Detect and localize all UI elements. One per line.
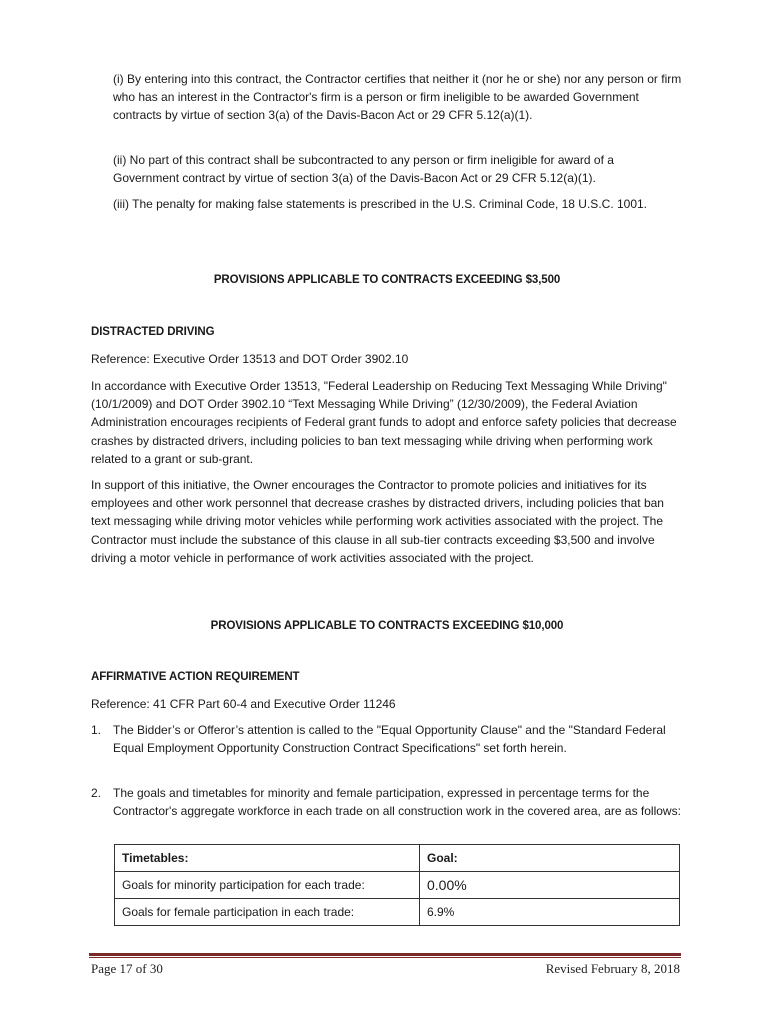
goals-table bbox=[114, 844, 680, 926]
page-number: Page 17 of 30 bbox=[91, 961, 163, 976]
distracted-driving-para-1: In accordance with Executive Order 13513, "Federal Leadership on Reducing Text Messaging While Driving" (10/1/2009) and DOT Order 3902.10 “Text Messaging While Driving” (12/30/2009), the Federal Aviation Administration encourages recipients of Federal grant funds to adopt and enforce safety policies that decrease crashes by distracted drivers, including policies to ban text messaging while driving when performing work related to a grant or sub-grant. bbox=[91, 379, 677, 466]
table-cell-label: Goals for female participation in each trade: bbox=[115, 899, 420, 926]
table-row bbox=[115, 872, 680, 899]
certification-para-iii: (iii) The penalty for making false statements is prescribed in the U.S. Criminal Code, 18 U.S.C. 1001. bbox=[113, 197, 648, 211]
table-header-goal: Goal: bbox=[420, 845, 680, 872]
footer-rule bbox=[89, 953, 681, 956]
table-header-timetables: Timetables: bbox=[115, 845, 420, 872]
list-item-text: The Bidder’s or Offeror’s attention is called to the "Equal Opportunity Clause" and the "Standard Federal Equal Employment Opportunity Construction Contract Specifications" set forth herein. bbox=[113, 723, 666, 756]
affirmative-action-heading: AFFIRMATIVE ACTION REQUIREMENT bbox=[91, 671, 300, 683]
distracted-driving-heading: DISTRACTED DRIVING bbox=[91, 326, 215, 338]
table-header-row bbox=[115, 845, 680, 872]
revision-date: Revised February 8, 2018 bbox=[545, 961, 680, 976]
section-heading-10000: PROVISIONS APPLICABLE TO CONTRACTS EXCEEDING $10,000 bbox=[210, 620, 564, 632]
footer-rule-thin bbox=[89, 957, 681, 958]
certification-para-ii: (ii) No part of this contract shall be subcontracted to any person or firm ineligible for award of a Government contract by virtue of section 3(a) of the Davis-Bacon Act or 29 CFR 5.12(a)(1). bbox=[113, 153, 614, 186]
distracted-driving-reference: Reference: Executive Order 13513 and DOT Order 3902.10 bbox=[91, 352, 409, 366]
list-item-number: 2. bbox=[91, 786, 102, 800]
table-row bbox=[115, 899, 680, 926]
section-heading-3500: PROVISIONS APPLICABLE TO CONTRACTS EXCEEDING $3,500 bbox=[213, 274, 561, 286]
distracted-driving-para-2: In support of this initiative, the Owner encourages the Contractor to promote policies and initiatives for its employees and other work personnel that decrease crashes by distracted drivers, including policies that ban text messaging while driving motor vehicles while performing work activities associated with the project. The Contractor must include the substance of this clause in all sub-tier contracts exceeding $3,500 and involve driving a motor vehicle in performance of work activities associated with the project. bbox=[91, 478, 664, 565]
affirmative-action-reference: Reference: 41 CFR Part 60-4 and Executive Order 11246 bbox=[91, 697, 396, 711]
table-cell-value: 0.00% bbox=[420, 872, 680, 899]
list-item-number: 1. bbox=[91, 723, 102, 737]
certification-para-i: (i) By entering into this contract, the Contractor certifies that neither it (nor he or she) nor any person or firm who has an interest in the Contractor's firm is a person or firm ineligible to be awarded Government contracts by virtue of section 3(a) of the Davis-Bacon Act or 29 CFR 5.12(a)(1). bbox=[113, 72, 682, 123]
table-cell-label: Goals for minority participation for each trade: bbox=[115, 872, 420, 899]
table-cell-value: 6.9% bbox=[420, 899, 680, 926]
list-item-text: The goals and timetables for minority and female participation, expressed in percentage terms for the Contractor's aggregate workforce in each trade on all construction work in the covered area, are as follows: bbox=[113, 786, 681, 819]
